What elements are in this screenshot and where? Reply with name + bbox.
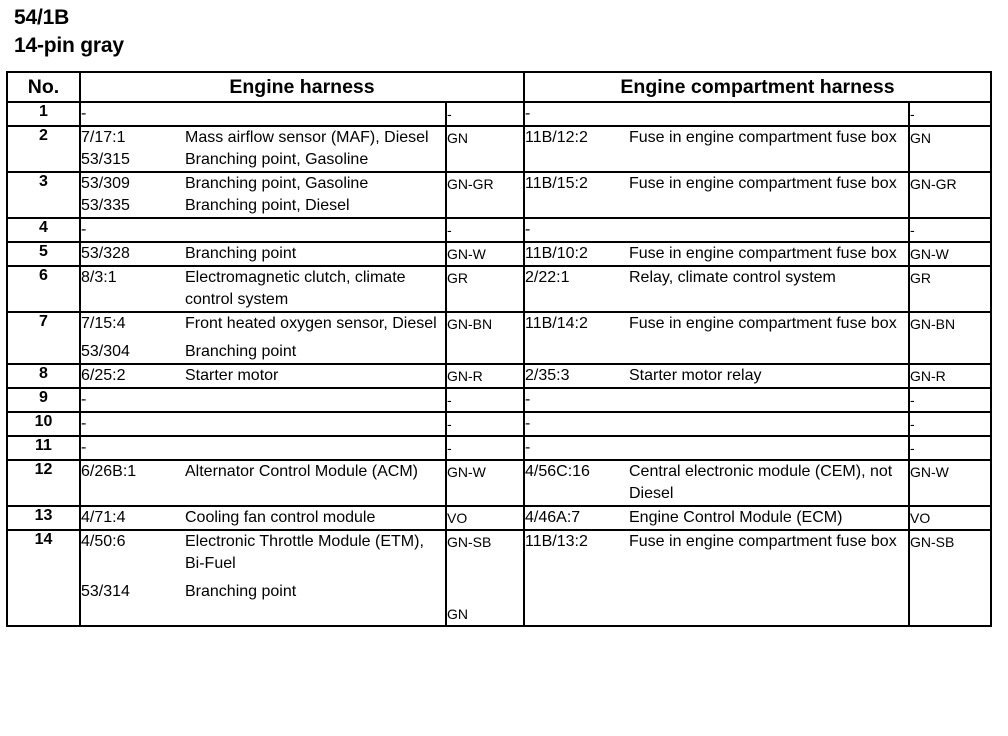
connector-pin: 11B/10:2	[525, 245, 588, 262]
table-row	[7, 506, 991, 530]
component-description: Fuse in engine compartment fuse box	[629, 533, 897, 550]
connector-pin: 4/46A:7	[525, 509, 581, 526]
component-description: Branching point	[185, 245, 297, 262]
compartment-harness-connections	[524, 436, 909, 460]
connector-pin: 53/304	[81, 343, 130, 360]
wire-color: GN	[447, 606, 468, 622]
engine-harness-connection	[81, 461, 445, 483]
connector-pin: 6/26B:1	[81, 463, 137, 480]
connector-pin: 4/71:4	[81, 509, 126, 526]
component-description: Branching point, Gasoline	[185, 151, 369, 168]
table-row	[7, 388, 991, 412]
wire-color: VO	[447, 510, 468, 526]
component-description: Engine Control Module (ECM)	[629, 509, 843, 526]
table-body	[7, 102, 991, 626]
table-row	[7, 172, 991, 218]
engine-harness-connections	[80, 364, 446, 388]
compartment-harness-connections	[524, 218, 909, 242]
wire-color: GN-BN	[447, 316, 493, 332]
wire-color: VO	[910, 510, 931, 526]
compartment-harness-connection	[525, 173, 908, 195]
compartment-harness-connections	[524, 172, 909, 218]
wire-color: GN-W	[447, 246, 486, 262]
compartment-harness-connection	[525, 461, 908, 505]
compartment-harness-wire-color	[909, 436, 991, 460]
engine-harness-wire-color	[446, 126, 524, 172]
pin-number: 11	[7, 436, 80, 460]
engine-harness-wire-color	[446, 172, 524, 218]
compartment-harness-connections	[524, 506, 909, 530]
engine-harness-wire-color	[446, 364, 524, 388]
pin-number: 7	[7, 312, 80, 364]
wire-color: -	[447, 416, 452, 432]
component-description	[185, 413, 445, 435]
wire-color: GN-GR	[910, 176, 957, 192]
component-description: Branching point	[185, 343, 297, 360]
component-description: Mass airflow sensor (MAF), Diesel	[185, 129, 429, 146]
wire-color: GN-SB	[447, 534, 492, 550]
engine-harness-connections	[80, 218, 446, 242]
component-description: Fuse in engine compartment fuse box	[629, 245, 897, 262]
wire-color: -	[910, 440, 915, 456]
connector-pin: 7/17:1	[81, 129, 126, 146]
table-row	[7, 242, 991, 266]
component-description	[185, 389, 445, 411]
component-description	[629, 437, 908, 459]
engine-harness-connection	[81, 341, 445, 363]
table-header-row	[7, 72, 991, 102]
engine-harness-wire-color	[446, 266, 524, 312]
document-header	[14, 4, 124, 60]
engine-harness-connection	[81, 313, 445, 335]
engine-harness-connection	[81, 507, 445, 529]
table-row	[7, 530, 991, 626]
table-row	[7, 102, 991, 126]
compartment-harness-connection	[525, 243, 908, 265]
connector-pin: 11B/13:2	[525, 533, 588, 550]
compartment-harness-connection	[525, 365, 908, 387]
compartment-harness-wire-color	[909, 460, 991, 506]
connector-pin: 7/15:4	[81, 315, 126, 332]
header-no: No.	[7, 72, 80, 102]
pin-number: 4	[7, 218, 80, 242]
engine-harness-connection	[81, 581, 445, 603]
component-description: Branching point	[185, 583, 297, 600]
wire-color: -	[910, 416, 915, 432]
engine-harness-connection	[81, 413, 445, 435]
engine-harness-wire-color	[446, 242, 524, 266]
connector-pin: 53/335	[81, 197, 130, 214]
compartment-harness-connections	[524, 242, 909, 266]
connector-pin: 11B/12:2	[525, 129, 588, 146]
compartment-harness-wire-color	[909, 312, 991, 364]
wire-color: -	[910, 392, 915, 408]
wire-color: GN-R	[910, 368, 946, 384]
compartment-harness-wire-color	[909, 242, 991, 266]
wire-color: GR	[447, 270, 468, 286]
wire-color: GN-BN	[910, 316, 956, 332]
compartment-harness-connection	[525, 127, 908, 149]
compartment-harness-connection	[525, 389, 908, 411]
table-row	[7, 266, 991, 312]
component-description: Starter motor relay	[629, 367, 762, 384]
engine-harness-connections	[80, 266, 446, 312]
wire-color: GR	[910, 270, 931, 286]
wire-color: GN	[910, 130, 931, 146]
connector-pin: 4/50:6	[81, 533, 126, 550]
wire-color: GN-GR	[447, 176, 494, 192]
engine-harness-connection	[81, 127, 445, 149]
engine-harness-connections	[80, 242, 446, 266]
engine-harness-wire-color	[446, 530, 524, 626]
connector-pin: -	[525, 391, 531, 408]
component-description: Central electronic module (CEM), not Diesel	[629, 463, 893, 502]
compartment-harness-wire-color	[909, 266, 991, 312]
component-description: Alternator Control Module (ACM)	[185, 463, 418, 480]
connector-pin: 2/35:3	[525, 367, 570, 384]
wire-color: -	[447, 106, 452, 122]
connector-pin: -	[81, 105, 87, 122]
connector-pin: 53/314	[81, 583, 130, 600]
engine-harness-connection	[81, 219, 445, 241]
connector-pin: 4/56C:16	[525, 463, 590, 480]
table-row	[7, 436, 991, 460]
engine-harness-connection	[81, 243, 445, 265]
engine-harness-connection	[81, 195, 445, 217]
connector-pin: 2/22:1	[525, 269, 570, 286]
engine-harness-connections	[80, 388, 446, 412]
engine-harness-connections	[80, 102, 446, 126]
component-description: Fuse in engine compartment fuse box	[629, 129, 897, 146]
wire-color: -	[910, 222, 915, 238]
wire-color: GN-W	[447, 464, 486, 480]
component-description	[629, 219, 908, 241]
connector-pin: 8/3:1	[81, 269, 117, 286]
engine-harness-wire-color	[446, 218, 524, 242]
connector-pin: 11B/15:2	[525, 175, 588, 192]
engine-harness-connection	[81, 531, 445, 575]
compartment-harness-connections	[524, 126, 909, 172]
engine-harness-connection	[81, 149, 445, 171]
connector-pin: 53/309	[81, 175, 130, 192]
compartment-harness-connection	[525, 413, 908, 435]
compartment-harness-connections	[524, 364, 909, 388]
compartment-harness-connection	[525, 313, 908, 335]
connector-pin: -	[81, 221, 87, 238]
engine-harness-connections	[80, 460, 446, 506]
engine-harness-wire-color	[446, 506, 524, 530]
table-row	[7, 460, 991, 506]
engine-harness-wire-color	[446, 102, 524, 126]
wire-color: -	[447, 392, 452, 408]
component-description: Fuse in engine compartment fuse box	[629, 175, 897, 192]
pin-number: 14	[7, 530, 80, 626]
table-row	[7, 218, 991, 242]
component-description: Electronic Throttle Module (ETM), Bi-Fuel	[185, 533, 424, 572]
header-engine-compartment-harness: Engine compartment harness	[524, 72, 991, 102]
compartment-harness-wire-color	[909, 172, 991, 218]
compartment-harness-connections	[524, 102, 909, 126]
table-row	[7, 412, 991, 436]
connector-pin: 11B/14:2	[525, 315, 588, 332]
wire-color: -	[910, 106, 915, 122]
wire-color: -	[447, 222, 452, 238]
compartment-harness-wire-color	[909, 506, 991, 530]
connector-pin: 6/25:2	[81, 367, 126, 384]
compartment-harness-wire-color	[909, 218, 991, 242]
component-description	[629, 103, 908, 125]
table-row	[7, 312, 991, 364]
connector-pin: -	[525, 105, 531, 122]
compartment-harness-connection	[525, 437, 908, 459]
connector-id: 54/1B	[14, 6, 70, 29]
engine-harness-connection	[81, 437, 445, 459]
pin-number: 12	[7, 460, 80, 506]
wire-color: GN-R	[447, 368, 483, 384]
connector-pin: -	[525, 439, 531, 456]
compartment-harness-connection	[525, 507, 908, 529]
component-description: Front heated oxygen sensor, Diesel	[185, 315, 437, 332]
pin-number: 9	[7, 388, 80, 412]
engine-harness-connection	[81, 267, 445, 311]
component-description	[629, 413, 908, 435]
component-description: Branching point, Gasoline	[185, 175, 369, 192]
component-description: Fuse in engine compartment fuse box	[629, 315, 897, 332]
table-row	[7, 364, 991, 388]
engine-harness-connection	[81, 389, 445, 411]
component-description: Electromagnetic clutch, climate control system	[185, 269, 406, 308]
component-description	[185, 103, 445, 125]
pin-number: 6	[7, 266, 80, 312]
engine-harness-wire-color	[446, 412, 524, 436]
component-description	[185, 437, 445, 459]
pin-number: 3	[7, 172, 80, 218]
wire-color: -	[447, 440, 452, 456]
table-row	[7, 126, 991, 172]
compartment-harness-wire-color	[909, 388, 991, 412]
compartment-harness-connections	[524, 412, 909, 436]
engine-harness-connections	[80, 530, 446, 626]
component-description: Relay, climate control system	[629, 269, 836, 286]
engine-harness-connections	[80, 412, 446, 436]
connector-description: 14-pin gray	[14, 34, 124, 57]
component-description: Starter motor	[185, 367, 279, 384]
engine-harness-connections	[80, 312, 446, 364]
connector-pin: -	[525, 221, 531, 238]
pin-number: 2	[7, 126, 80, 172]
compartment-harness-connections	[524, 388, 909, 412]
compartment-harness-connections	[524, 530, 909, 626]
wire-color: GN-W	[910, 246, 949, 262]
engine-harness-connection	[81, 365, 445, 387]
component-description: Cooling fan control module	[185, 509, 376, 526]
connector-pin: -	[81, 415, 87, 432]
connector-pin: 53/328	[81, 245, 130, 262]
connector-pin: -	[525, 415, 531, 432]
engine-harness-connection	[81, 103, 445, 125]
pin-number: 13	[7, 506, 80, 530]
compartment-harness-wire-color	[909, 412, 991, 436]
compartment-harness-connection	[525, 267, 908, 289]
engine-harness-wire-color	[446, 436, 524, 460]
compartment-harness-wire-color	[909, 102, 991, 126]
compartment-harness-connections	[524, 312, 909, 364]
wire-color: GN	[447, 130, 468, 146]
wire-color: GN-W	[910, 464, 949, 480]
engine-harness-wire-color	[446, 312, 524, 364]
compartment-harness-connections	[524, 266, 909, 312]
engine-harness-connections	[80, 172, 446, 218]
engine-harness-wire-color	[446, 388, 524, 412]
connector-pin: -	[81, 439, 87, 456]
component-description	[629, 389, 908, 411]
connector-pin: -	[81, 391, 87, 408]
component-description	[185, 219, 445, 241]
compartment-harness-connection	[525, 219, 908, 241]
compartment-harness-wire-color	[909, 364, 991, 388]
engine-harness-connection	[81, 173, 445, 195]
compartment-harness-wire-color	[909, 126, 991, 172]
engine-harness-connections	[80, 126, 446, 172]
pin-number: 8	[7, 364, 80, 388]
engine-harness-connections	[80, 506, 446, 530]
compartment-harness-wire-color	[909, 530, 991, 626]
engine-harness-connections	[80, 436, 446, 460]
pin-number: 1	[7, 102, 80, 126]
engine-harness-wire-color	[446, 460, 524, 506]
connector-pin: 53/315	[81, 151, 130, 168]
pin-number: 10	[7, 412, 80, 436]
pin-number: 5	[7, 242, 80, 266]
compartment-harness-connection	[525, 103, 908, 125]
compartment-harness-connections	[524, 460, 909, 506]
pin-assignment-table	[6, 71, 992, 627]
component-description: Branching point, Diesel	[185, 197, 350, 214]
header-engine-harness: Engine harness	[80, 72, 524, 102]
compartment-harness-connection	[525, 531, 908, 553]
wire-color: GN-SB	[910, 534, 955, 550]
